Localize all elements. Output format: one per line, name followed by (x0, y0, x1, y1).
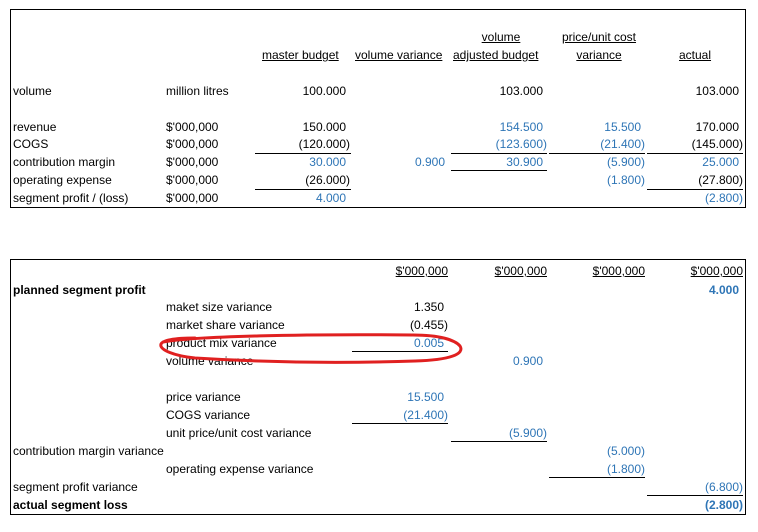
volume-variance-value: 0.900 (512, 354, 543, 368)
unit-variance-value: (5.900) (508, 426, 547, 440)
subtotal-line (255, 153, 351, 154)
volume-variance-label: volume variance (166, 354, 254, 368)
cell-cogs-actual: (145.000) (691, 137, 743, 151)
row-label-revenue: revenue (13, 120, 57, 134)
market-size-value: 1.350 (413, 300, 444, 314)
cm-variance-value: (5.000) (606, 444, 645, 458)
header-actual: actual (679, 48, 712, 62)
header-vab-line1: volume (481, 30, 521, 44)
price-variance-label: price variance (166, 390, 241, 404)
cell-opex-master: (26.000) (305, 173, 350, 187)
row-label-cm: contribution margin (13, 155, 116, 169)
subtotal-line (451, 153, 547, 154)
cell-cm-puc: (5.900) (606, 155, 645, 169)
col-header-2: $'000,000 (494, 264, 547, 278)
opex-variance-label: operating expense variance (166, 462, 314, 476)
market-share-value: (0.455) (409, 318, 448, 332)
actual-segment-loss-label: actual segment loss (13, 498, 128, 512)
col-header-1: $'000,000 (395, 264, 448, 278)
cell-opex-actual: (27.800) (698, 173, 743, 187)
col-header-4: $'000,000 (690, 264, 743, 278)
header-master-budget: master budget (262, 48, 339, 62)
cogs-variance-value: (21.400) (403, 408, 448, 422)
subtotal-line (255, 189, 351, 190)
cm-variance-label: contribution margin variance (13, 444, 164, 458)
actual-segment-loss-value: (2.800) (704, 498, 743, 512)
subtotal-line (451, 170, 547, 171)
cell-volume-master: 100.000 (302, 84, 346, 98)
header-puc-line1: price/unit cost (561, 30, 637, 44)
product-mix-value: 0.005 (413, 336, 444, 350)
cell-cogs-vab: (123.600) (495, 137, 547, 151)
planned-segment-profit-value: 4.000 (708, 283, 739, 297)
cogs-variance-label: COGS variance (166, 408, 251, 422)
cell-opex-puc: (1.800) (606, 173, 645, 187)
cell-cm-volvar: 0.900 (414, 155, 445, 169)
sp-variance-label: segment profit variance (13, 480, 138, 494)
row-unit-volume: million litres (166, 84, 229, 98)
subtotal-line (647, 153, 743, 154)
opex-variance-value: (1.800) (606, 462, 645, 476)
cell-revenue-master: 150.000 (302, 120, 346, 134)
cell-sp-master: 4.000 (315, 191, 346, 205)
cell-sp-actual: (2.800) (704, 191, 743, 205)
cell-cm-actual: 25.000 (702, 155, 739, 169)
cell-revenue-vab: 154.500 (499, 120, 543, 134)
col-header-3: $'000,000 (592, 264, 645, 278)
header-volume-variance: volume variance (355, 48, 443, 62)
unit-variance-label: unit price/unit cost variance (166, 426, 312, 440)
row-label-volume: volume (13, 84, 52, 98)
row-label-segment-profit: segment profit / (loss) (13, 191, 129, 205)
row-label-cogs: COGS (13, 137, 49, 151)
cell-revenue-puc: 15.500 (604, 120, 641, 134)
market-size-label: maket size variance (166, 300, 273, 314)
header-puc-line2: variance (576, 48, 622, 62)
cell-cm-vab: 30.900 (506, 155, 543, 169)
header-vab-line2: adjusted budget (453, 48, 539, 62)
cell-revenue-actual: 170.000 (695, 120, 739, 134)
sp-variance-value: (6.800) (704, 480, 743, 494)
subtotal-line (549, 153, 645, 154)
subtotal-line (647, 189, 743, 190)
cell-cogs-master: (120.000) (298, 137, 350, 151)
row-unit-revenue: $'000,000 (166, 120, 219, 134)
row-unit-cm: $'000,000 (166, 155, 219, 169)
planned-segment-profit-label: planned segment profit (13, 283, 146, 297)
cell-volume-actual: 103.000 (695, 84, 739, 98)
cell-cm-master: 30.000 (309, 155, 346, 169)
market-share-label: market share variance (166, 318, 285, 332)
row-label-opex: operating expense (13, 173, 112, 187)
subtotal-line (647, 495, 743, 496)
subtotal-line (451, 441, 547, 442)
red-annotation-circle (155, 332, 465, 366)
row-unit-opex: $'000,000 (166, 173, 219, 187)
price-variance-value: 15.500 (407, 390, 444, 404)
cell-cogs-puc: (21.400) (600, 137, 645, 151)
row-unit-cogs: $'000,000 (166, 137, 219, 151)
subtotal-line (352, 423, 448, 424)
product-mix-label: product mix variance (166, 336, 277, 350)
row-unit-segment-profit: $'000,000 (166, 191, 219, 205)
cell-volume-vab: 103.000 (499, 84, 543, 98)
subtotal-line (549, 477, 645, 478)
